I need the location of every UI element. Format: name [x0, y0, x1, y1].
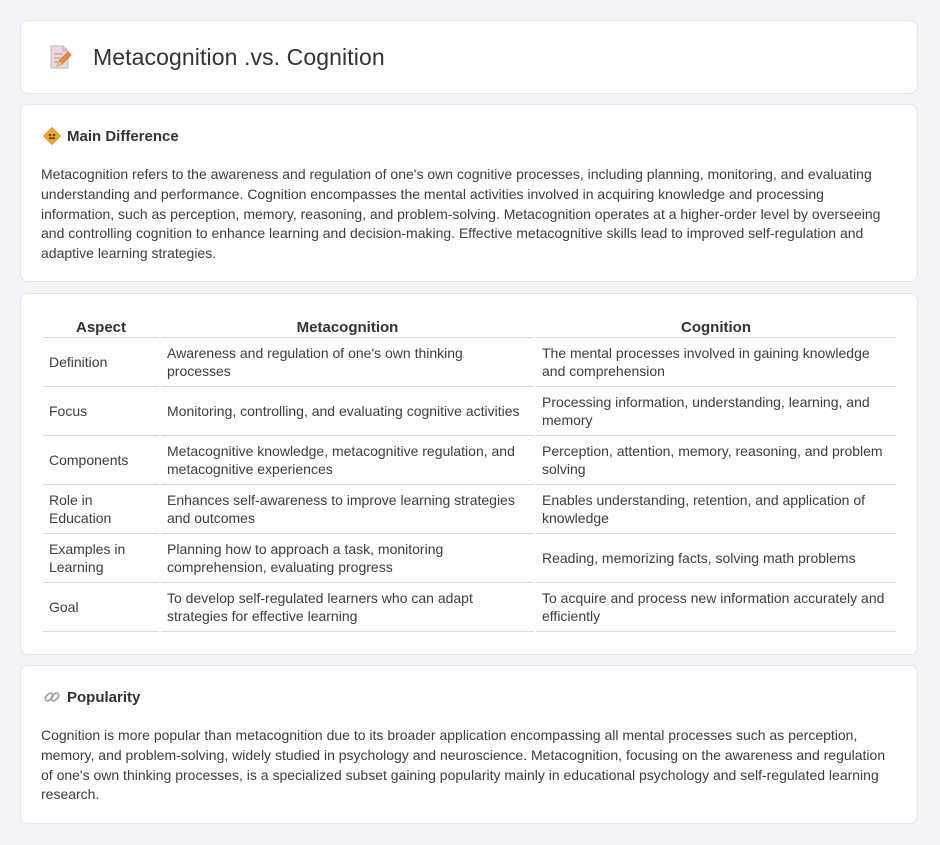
document-pencil-icon [47, 43, 73, 71]
table-row [43, 485, 896, 534]
table-row [43, 338, 896, 387]
main-difference-header [43, 127, 179, 145]
metacognition-cell: Enhances self-awareness to improve learning strategies and outcomes [161, 485, 534, 534]
table-row [43, 436, 896, 485]
column-header-metacognition: Metacognition [161, 316, 534, 338]
aspect-cell: Focus [43, 387, 159, 436]
diamond-sign-icon [43, 127, 61, 145]
column-header-cognition: Cognition [536, 316, 896, 338]
popularity-heading: Popularity [67, 688, 141, 706]
cognition-cell: Reading, memorizing facts, solving math problems [536, 534, 896, 583]
metacognition-cell: To develop self-regulated learners who can adapt strategies for effective learning [161, 583, 534, 632]
aspect-cell: Examples in Learning [43, 534, 159, 583]
popularity-card [20, 665, 918, 824]
table-row [43, 583, 896, 632]
table-row [43, 534, 896, 583]
table-row [43, 387, 896, 436]
comparison-table-card [20, 293, 918, 655]
metacognition-cell: Monitoring, controlling, and evaluating cognitive activities [161, 387, 534, 436]
popularity-header [43, 688, 140, 706]
main-difference-heading: Main Difference [67, 127, 179, 145]
link-icon [43, 688, 61, 706]
column-header-aspect: Aspect [43, 316, 159, 338]
aspect-cell: Goal [43, 583, 159, 632]
cognition-cell: The mental processes involved in gaining knowledge and comprehension [536, 338, 896, 387]
cognition-cell: To acquire and process new information accurately and efficiently [536, 583, 896, 632]
cognition-cell: Enables understanding, retention, and application of knowledge [536, 485, 896, 534]
aspect-cell: Role in Education [43, 485, 159, 534]
metacognition-cell: Metacognitive knowledge, metacognitive regulation, and metacognitive experiences [161, 436, 534, 485]
popularity-text: Cognition is more popular than metacognition due to its broader application encompassing all mental processes such as perception, memory, and problem-solving, widely studied in psychology and neuroscience. Metacognition, focusing on the awareness and regulation of one's own thinking processes, is a specialized subset gaining popularity mainly in educational psychology and self-regulated learning research. [41, 727, 886, 803]
title-row [47, 43, 385, 71]
page-title: Metacognition .vs. Cognition [93, 43, 385, 70]
metacognition-cell: Planning how to approach a task, monitoring comprehension, evaluating progress [161, 534, 534, 583]
aspect-cell: Definition [43, 338, 159, 387]
table-header-row [43, 316, 896, 338]
cognition-cell: Perception, attention, memory, reasoning, and problem solving [536, 436, 896, 485]
main-difference-card [20, 104, 918, 282]
metacognition-cell: Awareness and regulation of one's own thinking processes [161, 338, 534, 387]
main-difference-text: Metacognition refers to the awareness and regulation of one's own cognitive processes, including planning, monitoring, and evaluating understanding and performance. Cognition encompasses the mental activities involved in acquiring knowledge and processing information, such as perception, memory, reasoning, and problem-solving. Metacognition operates at a higher-order level by overseeing and controlling cognition to enhance learning and decision-making. Effective metacognitive skills lead to improved self-regulation and adaptive learning strategies. [41, 166, 881, 262]
comparison-table [41, 316, 898, 632]
title-card [20, 20, 918, 94]
aspect-cell: Components [43, 436, 159, 485]
cognition-cell: Processing information, understanding, learning, and memory [536, 387, 896, 436]
